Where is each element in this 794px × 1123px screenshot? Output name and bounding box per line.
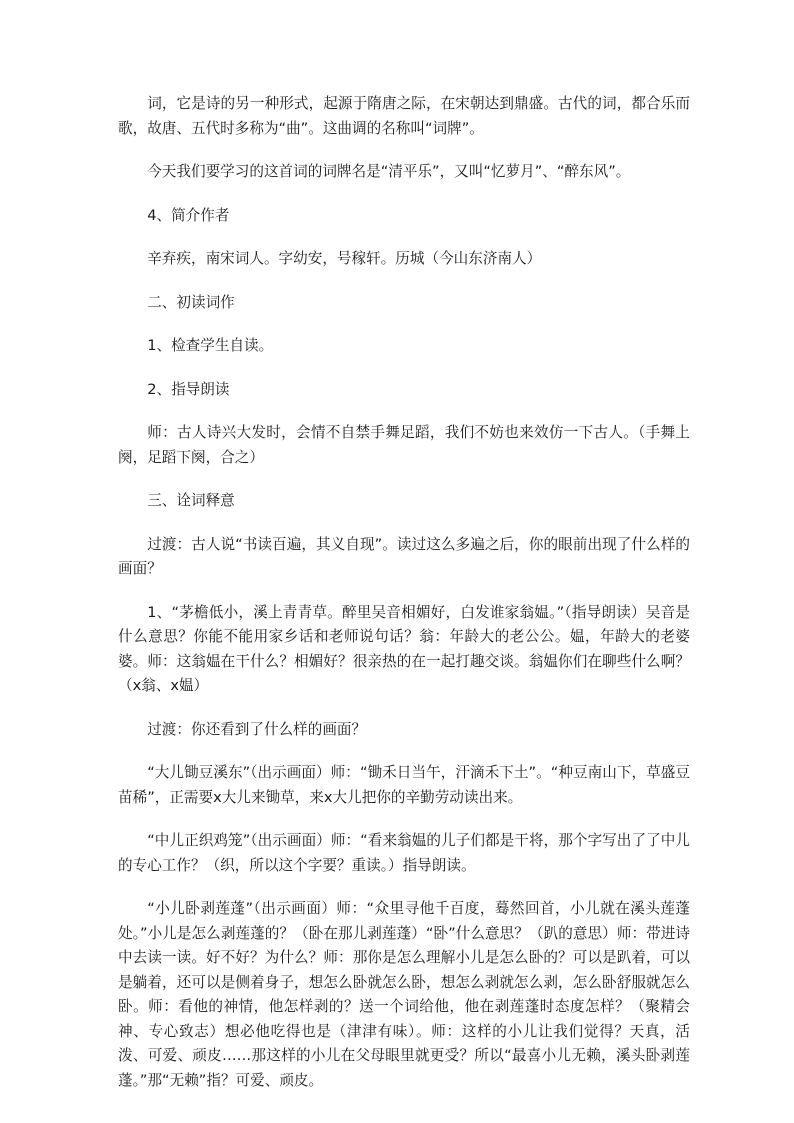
paragraph-youngest-son: “小儿卧剥莲蓬”（出示画面）师：“众里寻他千百度，蓦然回首，小儿就在溪头莲蓬处。”小儿是怎么剥莲蓬的？（卧在那儿剥莲蓬）“卧”什么意思？（趴的意思）师：带进诗中去读一读。好不好？为什么？师：那你是怎么理解小儿是怎么卧的？可以是趴着，可以是躺着，还可以是侧着身子，想怎么卧就怎么卧，想怎么剥就怎么剥，怎么卧舒服就怎么卧。师：看他的神情，他怎样剥的？送一个词给他，他在剥莲蓬时态度怎样？（聚精会神、专心致志）想必他吃得也是（津津有味）。师：这样的小儿让我们觉得？天真，活泼、可爱、顽皮……那这样的小儿在父母眼里就更受？所以“最喜小儿无赖，溪头卧剥莲蓬。”那“无赖”指？可爱、顽皮。 [118, 900, 690, 1089]
paragraph-transition-1: 过渡：古人说“书读百遍，其义自现”。读过这么多遍之后，你的眼前出现了什么样的画面？ [118, 535, 690, 577]
paragraph-old-couple: 1、“茅檐低小，溪上青青草。醉里吴音相媚好，白发谁家翁媪。”（指导朗读）吴音是什么意思？你能不能用家乡话和老师说句话？翁：年龄大的老公公。媪，年龄大的老婆婆。师：这翁媪在干什么？相媚好？很亲热的在一起打趣交谈。翁媪你们在聊些什么啊？（x翁、x媪） [118, 603, 690, 694]
paragraph-eldest-son: “大儿锄豆溪东”（出示画面）师：“锄禾日当午，汗滴禾下土”。“种豆南山下，草盛豆苗稀”，正需要x大儿来锄草，来x大儿把你的辛勤劳动读出来。 [118, 764, 690, 806]
paragraph-cipai-name: 今天我们要学习的这首词的词牌名是“清平乐”，又叫“忆萝月”、“醉东风”。 [147, 163, 631, 180]
paragraph-ci-definition: 词，它是诗的另一种形式，起源于隋唐之际，在宋朝达到鼎盛。古代的词，都合乐而歌，故唐、五代时多称为“曲”。这曲调的名称叫“词牌”。 [118, 95, 690, 137]
paragraph-author-bio: 辛弃疾，南宋词人。字幼安，号稼轩。历城（今山东济南人） [147, 250, 542, 267]
heading-interpretation: 三、诠词释意 [147, 492, 235, 509]
heading-first-reading: 二、初读词作 [147, 293, 235, 311]
document-body [118, 92, 690, 1093]
paragraph-teacher-dance: 师：古人诗兴大发时，会情不自禁手舞足蹈，我们不妨也来效仿一下古人。（手舞上阕，足蹈下阕，合之） [118, 424, 690, 466]
paragraph-middle-son: “中儿正织鸡笼”（出示画面）师：“看来翁媪的儿子们都是干将，那个字写出了了中儿的专心工作？（织，所以这个字要？重读。）指导朗读。 [118, 832, 690, 874]
heading-author-intro: 4、简介作者 [147, 206, 230, 224]
list-item-self-reading: 1、检查学生自读。 [147, 337, 274, 354]
list-item-guided-reading: 2、指导朗读 [147, 380, 230, 398]
paragraph-transition-2: 过渡：你还看到了什么样的画面？ [147, 720, 367, 738]
